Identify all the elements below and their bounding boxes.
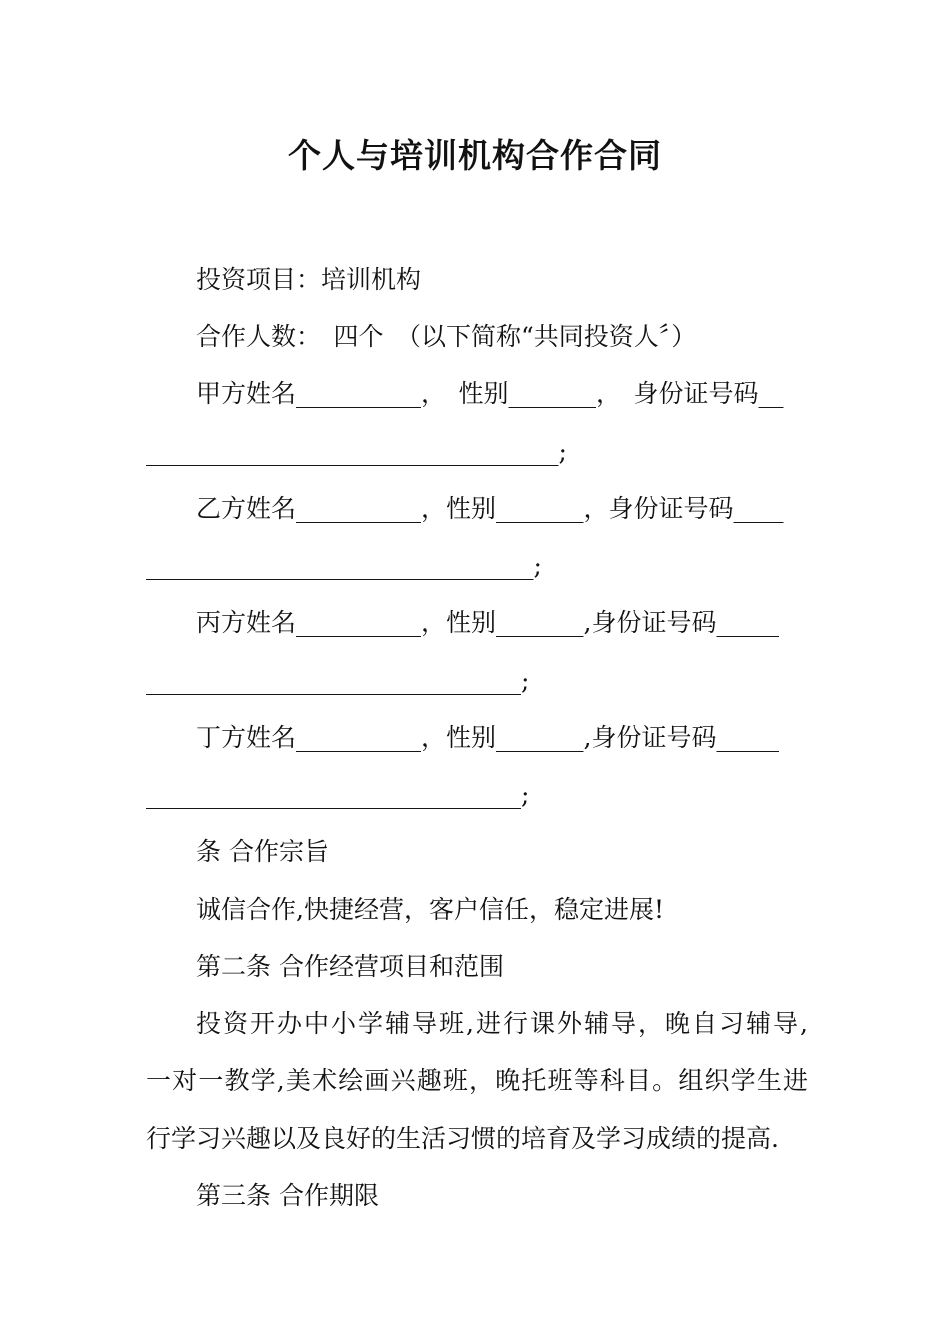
party-d-id-continuation: ______________________________;: [146, 780, 530, 809]
party-b-line: 乙方姓名__________，性别_______，身份证号码____: [196, 494, 784, 523]
party-b-id-continuation: _______________________________;: [146, 551, 542, 580]
party-a-id-continuation: _________________________________;: [146, 437, 567, 466]
party-c-line: 丙方姓名__________，性别_______,身份证号码_____: [196, 608, 779, 637]
party-c-id-continuation: ______________________________;: [146, 666, 530, 695]
article-2-body-line-3: 行学习兴趣以及良好的生活习惯的培育及学习成绩的提高.: [146, 1124, 779, 1153]
article-1-body: 诚信合作,快捷经营，客户信任，稳定进展!: [196, 895, 664, 924]
party-a-line: 甲方姓名__________， 性别_______， 身份证号码__: [196, 379, 784, 408]
article-2-body-line-1: 投资开办中小学辅导班,进行课外辅导，晚自习辅导,: [196, 1009, 808, 1038]
party-d-line: 丁方姓名__________，性别_______,身份证号码_____: [196, 723, 779, 752]
document-title: 个人与培训机构合作合同: [288, 136, 662, 175]
article-3-heading: 第三条 合作期限: [196, 1181, 379, 1210]
article-2-body-line-2: 一对一教学,美术绘画兴趣班，晚托班等科目。组织学生进: [146, 1066, 808, 1095]
article-2-heading: 第二条 合作经营项目和范围: [196, 952, 504, 981]
article-1-heading: 条 合作宗旨: [196, 837, 329, 866]
project-line: 投资项目：培训机构: [196, 265, 422, 294]
partner-count-line: 合作人数： 四个 （以下简称“共同投资人〞）: [196, 322, 697, 351]
